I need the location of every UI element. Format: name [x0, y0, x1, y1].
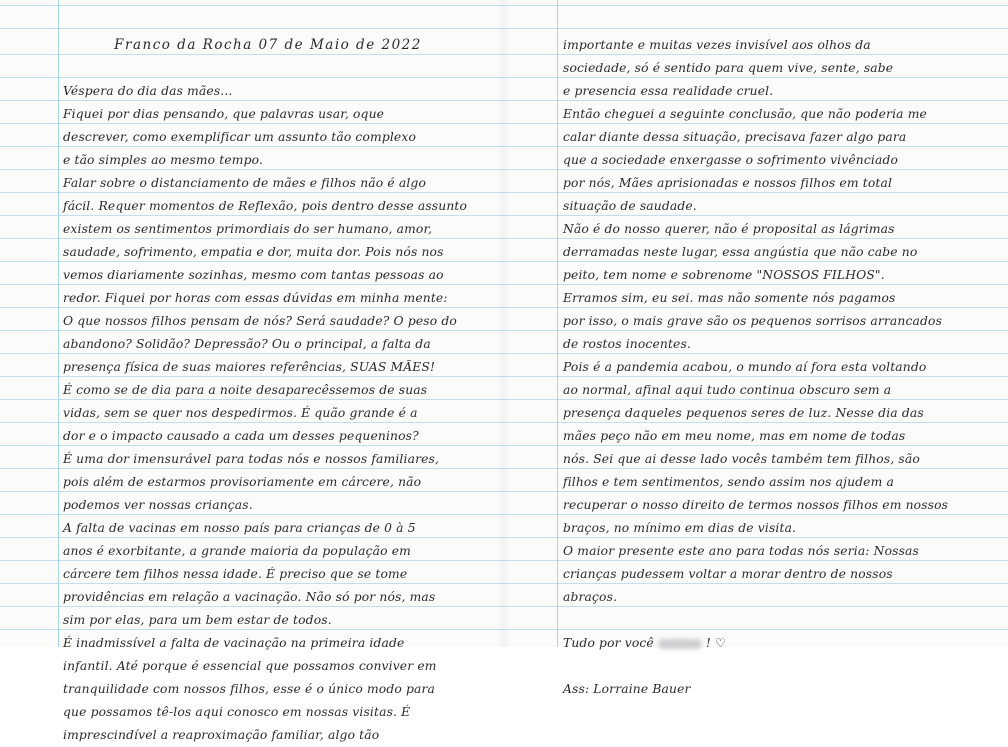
letter-date-heading: Franco da Rocha 07 de Maio de 2022 [114, 37, 422, 53]
handwritten-line: Falar sobre o distanciamento de mães e filhos não é algo [63, 176, 426, 190]
handwritten-line: infantil. Até porque é essencial que possamos conviver em [63, 659, 437, 673]
handwritten-line: de rostos inocentes. [563, 337, 691, 351]
handwritten-line: tranquilidade com nossos filhos, esse é o único modo para [63, 682, 435, 696]
closing-exclamation: ! [705, 636, 711, 650]
handwritten-line: fácil. Requer momentos de Reflexão, pois dentro desse assunto [63, 199, 468, 213]
handwritten-line: por isso, o mais grave são os pequenos sorrisos arrancados [563, 314, 943, 328]
handwritten-line: abandono? Solidão? Depressão? Ou o principal, a falta da [63, 337, 431, 351]
handwritten-line: e presencia essa realidade cruel. [563, 84, 774, 98]
right-page [504, 0, 1008, 696]
handwritten-line: e tão simples ao mesmo tempo. [63, 153, 264, 167]
handwritten-line: situação de saudade. [563, 199, 697, 213]
handwritten-line: presença física de suas maiores referências, SUAS MÃES! [63, 360, 436, 374]
handwritten-line: crianças pudessem voltar a morar dentro de nossos [563, 567, 893, 581]
handwritten-line: Pois é a pandemia acabou, o mundo aí fora esta voltando [563, 360, 927, 374]
handwritten-line: É inadmissível a falta de vacinação na primeira idade [63, 636, 405, 650]
blank-line [63, 57, 473, 80]
handwritten-line: presença daqueles pequenos seres de luz. Nesse dia das [563, 406, 924, 420]
handwritten-line: A falta de vacinas em nosso país para crianças de 0 à 5 [63, 521, 416, 535]
handwritten-line: vidas, sem se quer nos despedirmos. É quão grande é a [63, 406, 418, 420]
handwritten-line: sim por elas, para um bem estar de todos. [63, 613, 332, 627]
handwritten-line: filhos e tem sentimentos, sendo assim nos ajudem a [563, 475, 894, 489]
right-text-column [563, 34, 983, 701]
handwritten-line: dor e o impacto causado a cada um desses pequeninos? [63, 429, 419, 443]
handwritten-line: mães peço não em meu nome, mas em nome de todas [563, 429, 906, 443]
blank-line [563, 609, 983, 632]
closing-text: Tudo por você [563, 636, 654, 650]
handwritten-line: cárcere tem filhos nessa idade. É preciso que se tome [63, 567, 408, 581]
handwritten-line: vemos diariamente sozinhas, mesmo com tantas pessoas ao [63, 268, 444, 282]
handwritten-line: saudade, sofrimento, empatia e dor, muita dor. Pois nós nos [63, 245, 444, 259]
handwritten-line: O maior presente este ano para todas nós seria: Nossas [563, 544, 919, 558]
handwritten-line: por nós, Mães aprisionadas e nossos filhos em total [563, 176, 893, 190]
handwritten-line: Não é do nosso querer, não é proposital as lágrimas [563, 222, 895, 236]
handwritten-line: recuperar o nosso direito de termos nossos filhos em nossos [563, 498, 949, 512]
handwritten-line: Fiquei por dias pensando, que palavras usar, oque [63, 107, 385, 121]
signature: Ass: Lorraine Bauer [563, 682, 691, 696]
handwritten-line: que a sociedade enxergasse o sofrimento vivênciado [563, 153, 899, 167]
handwritten-line: descrever, como exemplificar um assunto tão complexo [63, 130, 417, 144]
handwritten-line: peito, tem nome e sobrenome "NOSSOS FILHOS". [563, 268, 885, 282]
handwritten-line: existem os sentimentos primordiais do ser humano, amor, [63, 222, 433, 236]
handwritten-line: anos é exorbitante, a grande maioria da população em [63, 544, 411, 558]
blank-line [563, 655, 983, 678]
handwritten-line: Erramos sim, eu sei. mas não somente nós pagamos [563, 291, 896, 305]
handwritten-line: redor. Fiquei por horas com essas dúvidas em minha mente: [63, 291, 448, 305]
closing-line [563, 632, 983, 655]
handwritten-line: O que nossos filhos pensam de nós? Será saudade? O peso do [63, 314, 457, 328]
handwritten-line: ao normal, afinal aqui tudo continua obscuro sem a [563, 383, 892, 397]
margin-rule [557, 0, 558, 647]
left-page [0, 0, 504, 742]
handwritten-line: providências em relação a vacinação. Não só por nós, mas [63, 590, 436, 604]
handwritten-line: derramadas neste lugar, essa angústia que não cabe no [563, 245, 918, 259]
heart-icon: ♡ [714, 636, 727, 650]
handwritten-line: Véspera do dia das mães... [63, 84, 233, 98]
handwritten-line: pois além de estarmos provisoriamente em cárcere, não [63, 475, 422, 489]
left-text-column [63, 34, 473, 747]
handwritten-line: sociedade, só é sentido para quem vive, sente, sabe [563, 61, 894, 75]
handwritten-line: É uma dor imensurável para todas nós e nossos familiares, [63, 452, 440, 466]
handwritten-line: que possamos tê-los aqui conosco em nossas visitas. É [63, 705, 411, 719]
handwritten-line: braços, no mínimo em dias de visita. [563, 521, 797, 535]
handwritten-line: calar diante dessa situação, precisava fazer algo para [563, 130, 907, 144]
margin-rule [58, 0, 59, 647]
redacted-name [658, 639, 702, 649]
handwritten-line: abraços. [563, 590, 618, 604]
handwritten-line: imprescindível a reaproximação familiar, algo tão [63, 728, 380, 742]
handwritten-line: nós. Sei que ai desse lado vocês também tem filhos, são [563, 452, 920, 466]
handwritten-line: podemos ver nossas crianças. [63, 498, 253, 512]
handwritten-line: É como se de dia para a noite desaparecêssemos de suas [63, 383, 428, 397]
handwritten-line: importante e muitas vezes invisível aos olhos da [563, 38, 871, 52]
handwritten-line: Então cheguei a seguinte conclusão, que não poderia me [563, 107, 927, 121]
